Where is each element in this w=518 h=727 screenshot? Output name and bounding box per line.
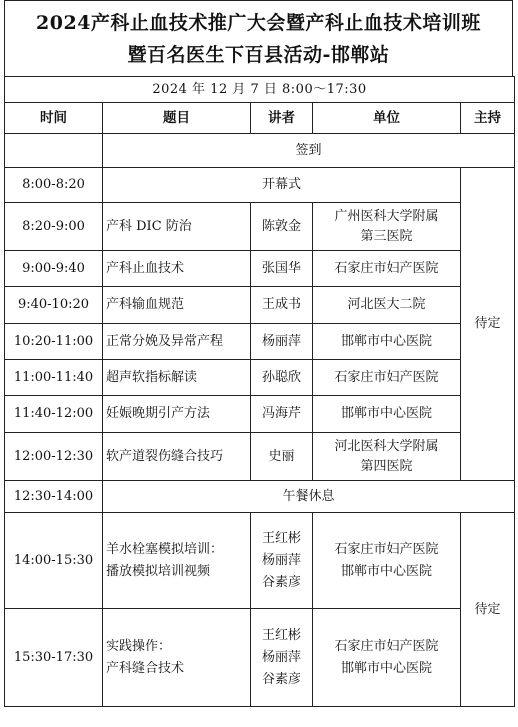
time-cell: 12:30-14:00 [5,481,103,513]
topic-line: 羊水栓塞模拟培训： [106,541,224,557]
speaker-cell [251,609,313,707]
topic-cell: 正常分娩及异常产程 [103,324,251,360]
table-row [5,360,515,396]
speaker-line: 王红彬 [261,530,301,546]
time-cell: 9:40-10:20 [5,287,103,324]
speaker-cell: 杨丽萍 [251,324,313,360]
unit-cell [313,203,461,251]
speaker-cell: 王成书 [251,287,313,324]
topic-line: 产科缝合技术 [106,660,185,676]
table-row [5,203,515,251]
topic-cell: 产科 DIC 防治 [103,203,251,251]
unit-cell: 邯郸市中心医院 [313,396,461,433]
unit-line: 第四医院 [360,458,413,474]
title-box [4,0,513,76]
unit-line: 邯郸市中心医院 [340,660,432,676]
table-row [5,433,515,481]
table-row [5,168,515,203]
signin-label: 签到 [103,134,515,168]
time-cell: 8:20-9:00 [5,203,103,251]
unit-cell [313,433,461,481]
topic-cell: 产科止血技术 [103,251,251,287]
unit-line: 第三医院 [360,228,413,244]
schedule-table [4,76,515,707]
header-host: 主持 [461,103,515,134]
date-row [5,77,515,103]
unit-line: 石家庄市妇产医院 [334,541,439,557]
time-cell: 9:00-9:40 [5,251,103,287]
table-row [5,481,515,513]
speaker-cell: 孙聪欣 [251,360,313,396]
unit-line: 石家庄市妇产医院 [334,638,439,654]
host-afternoon: 待定 [461,513,515,707]
topic-cell: 产科输血规范 [103,287,251,324]
speaker-line: 王红彬 [261,627,301,643]
speaker-cell: 冯海芹 [251,396,313,433]
title-line-1: 2024产科止血技术推广大会暨产科止血技术培训班 [36,12,481,34]
table-row [5,251,515,287]
topic-cell: 软产道裂伤缝合技巧 [103,433,251,481]
header-time: 时间 [5,103,103,134]
speaker-line: 杨丽萍 [261,649,301,665]
speaker-cell: 陈敦金 [251,203,313,251]
title-line-2: 暨百名医生下百县活动-邯郸站 [127,44,390,66]
unit-cell: 河北医大二院 [313,287,461,324]
speaker-cell: 史丽 [251,433,313,481]
table-row [5,396,515,433]
unit-cell: 石家庄市妇产医院 [313,251,461,287]
header-speaker: 讲者 [251,103,313,134]
header-topic: 题目 [103,103,251,134]
topic-line: 实践操作： [106,638,172,654]
time-cell: 15:30-17:30 [5,609,103,707]
unit-cell [313,609,461,707]
topic-cell [103,609,251,707]
topic-cell: 超声软指标解读 [103,360,251,396]
table-row [5,287,515,324]
header-row [5,103,515,134]
unit-cell: 邯郸市中心医院 [313,324,461,360]
time-cell: 10:20-11:00 [5,324,103,360]
table-row [5,609,515,707]
unit-line: 河北医科大学附属 [334,438,439,454]
time-cell: 8:00-8:20 [5,168,103,203]
time-cell: 11:40-12:00 [5,396,103,433]
speaker-cell: 张国华 [251,251,313,287]
table-row [5,513,515,609]
time-cell: 12:00-12:30 [5,433,103,481]
session-label: 午餐休息 [103,481,515,513]
topic-line: 播放模拟培训视频 [106,563,211,579]
header-unit: 单位 [313,103,461,134]
unit-line: 广州医科大学附属 [334,208,439,224]
speaker-cell [251,513,313,609]
host-morning: 待定 [461,168,515,481]
topic-cell: 妊娠晚期引产方法 [103,396,251,433]
unit-line: 邯郸市中心医院 [340,563,432,579]
table-row [5,324,515,360]
unit-cell: 石家庄市妇产医院 [313,360,461,396]
unit-cell [313,513,461,609]
signin-blank [5,134,103,168]
speaker-line: 谷素彦 [261,574,301,590]
time-cell: 11:00-11:40 [5,360,103,396]
table-row [5,134,515,168]
speaker-line: 杨丽萍 [261,552,301,568]
session-label: 开幕式 [103,168,461,203]
time-cell: 14:00-15:30 [5,513,103,609]
topic-cell [103,513,251,609]
speaker-line: 谷素彦 [261,671,301,687]
date-line: 2024 年 12 月 7 日 8:00～17:30 [5,77,515,103]
